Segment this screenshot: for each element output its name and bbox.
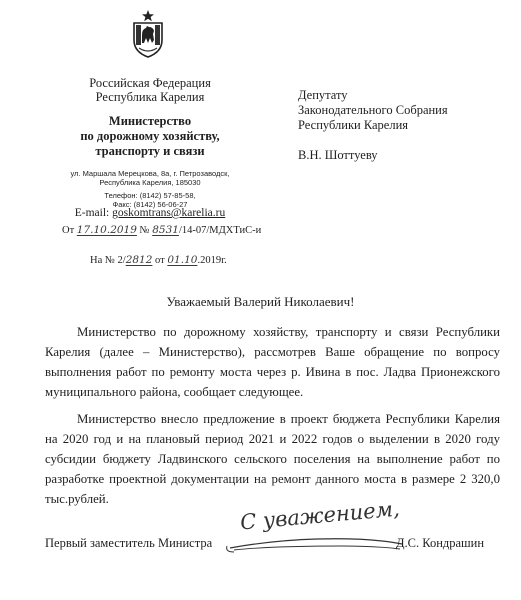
outgoing-number-handwritten: 8531 [152,224,179,236]
ministry-email [30,207,270,219]
outgoing-number [62,224,261,236]
salutation: Уважаемый Валерий Николаевич! [166,294,355,309]
addressee-name: В.Н. Шоттуеву [298,148,378,162]
reference-number [90,254,227,266]
reference-prefix: На № 2/ [90,255,126,266]
body-paragraph-2: Министерство внесло предложение в проект бюджета Республики Карелия на 2020 год и на плановый период 2021 и 2022 годов о выделении в 2020 году субсидии бюджету Ладвинского сельского поселения на выполнение работ по разработке проектной документации на ремонт данного моста в размере 2 320,0 тыс.рублей. [45,412,500,506]
addressee-line-3: Республики Карелия [298,118,409,132]
outgoing-number-label: № [136,225,153,236]
header-republic: Республика Карелия [95,90,205,104]
outgoing-number-suffix: /14-07/МДХТиС-и [178,225,262,236]
addressee-line-1: Депутату [298,88,348,102]
signer-name: Д.С. Кондрашин [396,536,485,550]
closing-text: С уважением, [239,496,401,535]
ministry-name-line-2: по дорожному хозяйству, [80,129,220,143]
header-country: Российская Федерация [89,76,211,90]
reference-middle: от [152,255,168,266]
ministry-address-line-1: ул. Маршала Мерецкова, 8а, г. Петрозаводск, [70,169,230,178]
email-label: E-mail: [74,207,113,219]
ministry-name-line-1: Министерство [108,114,192,128]
email-link[interactable]: goskomtrans@karelia.ru [112,207,226,219]
ministry-address-line-2: Республика Карелия, 185030 [99,178,201,187]
outgoing-prefix: От [62,225,77,236]
ministry-phone: Телефон: (8142) 57-85-58, [104,191,196,200]
ministry-fax: Факс: (8142) 56-06-27 [112,200,188,209]
ministry-name-line-3: транспорту и связи [95,144,205,158]
handwritten-signature [222,526,407,560]
body-paragraph-1: Министерство по дорожному хозяйству, транспорту и связи Республики Карелия (далее – Министерство), рассмотрев Ваше обращение по вопросу выполнения работ по ремонту моста через р. Ивина в пос. Ладва Прионежского муниципального района, сообщает следующее. [45,325,500,399]
reference-number-handwritten: 2812 [125,254,153,266]
signer-title: Первый заместитель Министра [45,536,213,550]
outgoing-date: 17.10.2019 [76,224,137,236]
addressee-line-2: Законодательного Собрания [298,103,448,117]
reference-date-handwritten: 01.10 [167,254,198,266]
reference-suffix: .2019г. [197,255,227,266]
karelia-coat-of-arms-icon [131,10,165,58]
